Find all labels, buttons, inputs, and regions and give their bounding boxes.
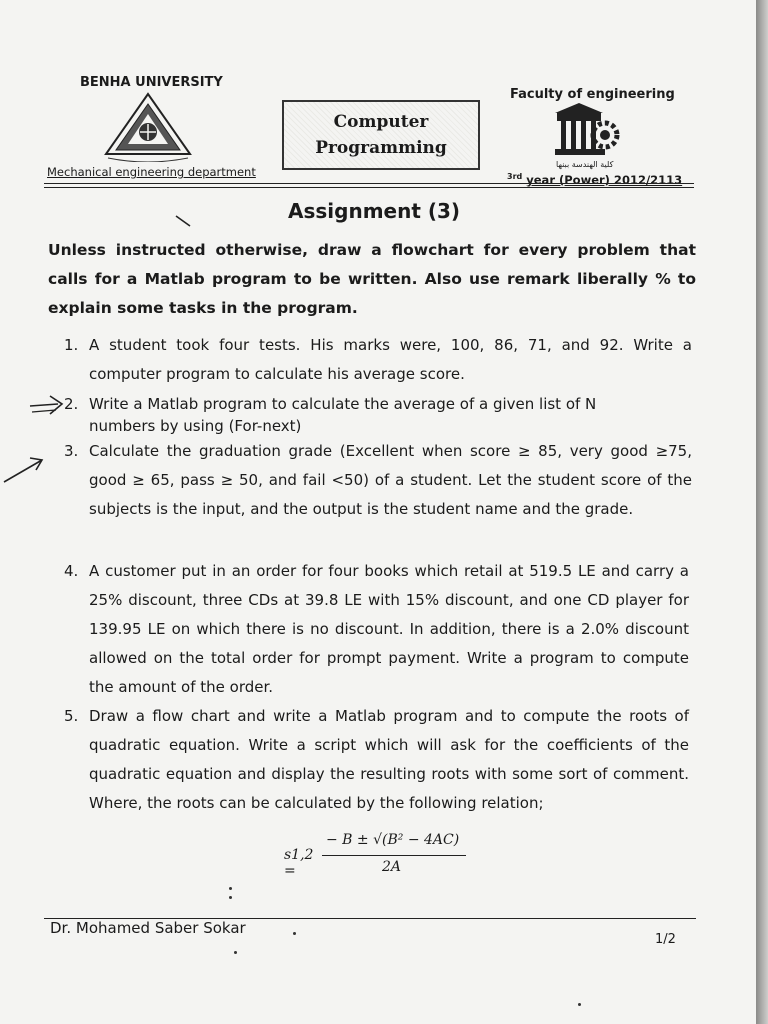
department-name: Mechanical engineering department xyxy=(47,165,256,179)
faculty-arabic-label: كلية الهندسة ببنها xyxy=(556,160,614,169)
instructions-paragraph: Unless instructed otherwise, draw a flowchart for every problem that calls for a Matlab program to be written. Also use remark liberally % to explain some tasks in the program. xyxy=(48,241,696,317)
problem-text: Calculate the graduation grade (Excellent when score ≥ 85, very good ≥75, good ≥ 65, pass ≥ 50, and fail <50) of a student. Let the student score of the subjects is the input, and the output is the student name and the grade. xyxy=(89,442,692,518)
problem-text: A student took four tests. His marks were, 100, 86, 71, and 92. Write a computer program to calculate his average score. xyxy=(89,336,692,383)
page-number: 1/2 xyxy=(655,932,676,947)
problem-number: 1. xyxy=(64,336,79,354)
pen-tick-icon xyxy=(174,214,194,230)
year-label xyxy=(507,172,682,187)
faculty-logo xyxy=(553,103,623,159)
course-title-line2: Programming xyxy=(315,138,447,158)
page-edge xyxy=(756,0,768,1024)
speck xyxy=(234,951,237,954)
problem-text: Draw a flow chart and write a Matlab program and to compute the roots of quadratic equation. Write a script which will ask for the coefficients of the quadratic equation and display the resulting roots with some sort of comment. Where, the roots can be calculated by the following relation; xyxy=(89,707,689,812)
faculty-name: Faculty of engineering xyxy=(510,87,675,102)
header-rule-top xyxy=(44,183,694,184)
problem-5 xyxy=(64,702,689,818)
speck xyxy=(578,1003,581,1006)
year-text: year (Power) 2012/2113 xyxy=(526,172,683,187)
problem-3 xyxy=(64,437,692,524)
speck xyxy=(293,932,296,935)
problem-number: 2. xyxy=(64,395,79,413)
author-name: Dr. Mohamed Saber Sokar xyxy=(50,919,246,937)
handwritten-arrow-icon xyxy=(28,390,68,420)
formula-denominator: 2A xyxy=(382,859,402,875)
problem-text: A customer put in an order for four books which retail at 519.5 LE and carry a 25% discount, three CDs at 39.8 LE with 15% discount, and one CD player for 139.95 LE on which there is no discount. In addition, there is a 2.0% discount allowed on the total order for prompt payment. Write a program to compute the amount of the order. xyxy=(89,562,689,696)
problem-number: 4. xyxy=(64,562,79,580)
speck xyxy=(229,887,232,890)
assignment-title: Assignment (3) xyxy=(288,199,461,223)
course-title-box xyxy=(282,100,480,170)
problem-2 xyxy=(64,393,644,437)
problem-4 xyxy=(64,557,689,702)
problem-text: Write a Matlab program to calculate the average of a given list of N numbers by using (For-next) xyxy=(89,395,597,435)
problem-1 xyxy=(64,331,692,389)
problem-number: 5. xyxy=(64,707,79,725)
formula-numerator: − B ± √(B² − 4AC) xyxy=(326,832,460,848)
year-superscript: 3rd xyxy=(507,172,523,181)
problem-number: 3. xyxy=(64,442,79,460)
header-rule-bottom xyxy=(44,187,694,188)
university-name: BENHA UNIVERSITY xyxy=(80,75,223,90)
handwritten-arrow-icon xyxy=(2,452,46,486)
course-title-line1: Computer xyxy=(333,112,429,132)
formula-lhs: s1,2 = xyxy=(284,847,314,879)
university-logo xyxy=(100,92,196,162)
speck xyxy=(229,896,232,899)
fraction-bar xyxy=(322,855,466,856)
